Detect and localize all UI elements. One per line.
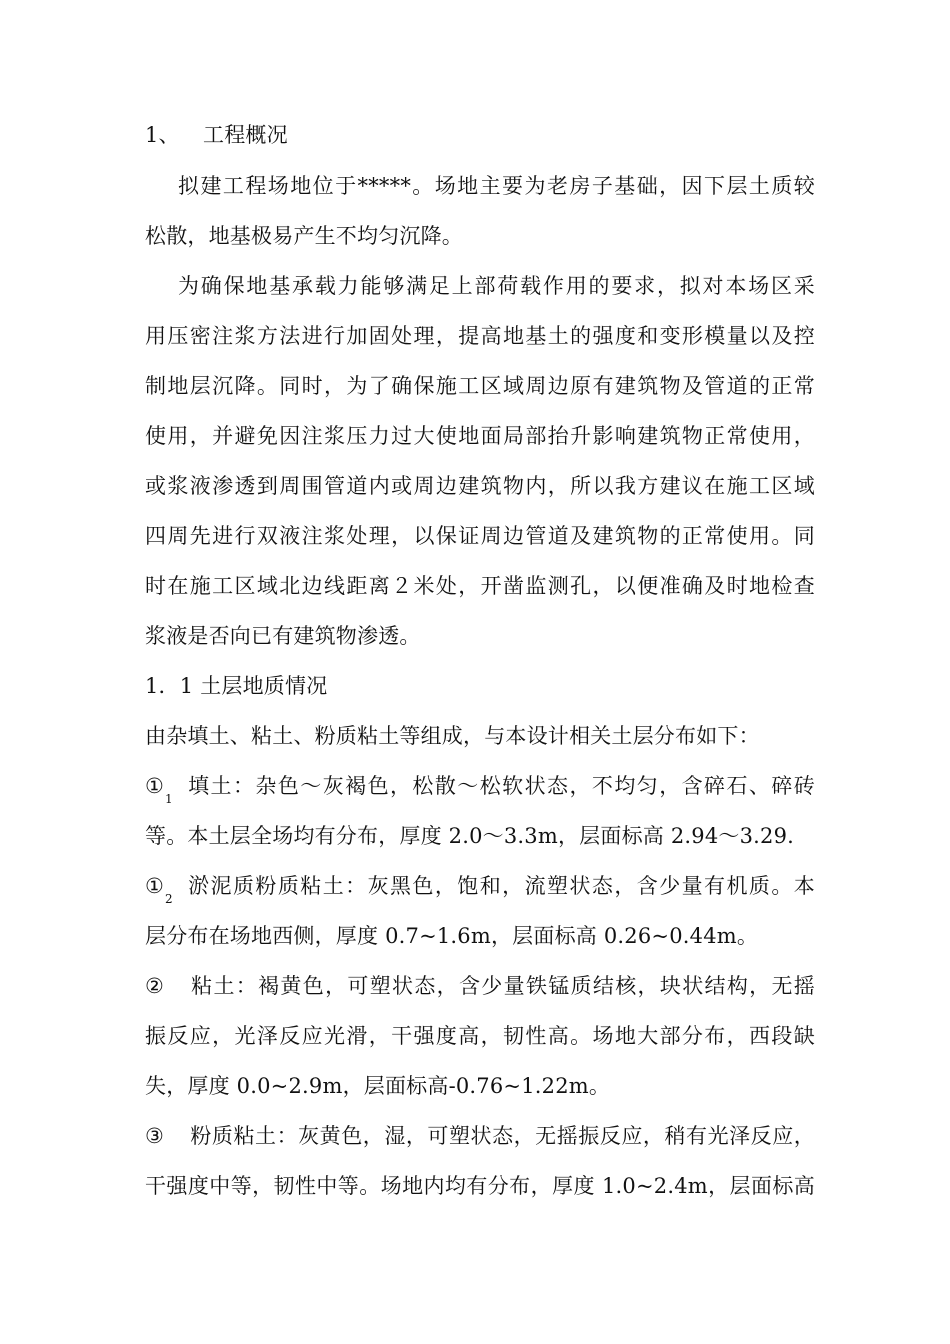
soil-layer-1-1 [145, 772, 815, 806]
soil-layer-text: 层分布在场地西侧，厚度 0.7~1.6m，层面标高 0.26~0.44m。 [145, 924, 759, 948]
soil-intro: 由杂填土、粘土、粉质粘土等组成，与本设计相关土层分布如下： [145, 724, 760, 748]
paragraph-line: 松散，地基极易产生不均匀沉降。 [145, 224, 463, 248]
soil-layer-text: 填土：杂色～灰褐色，松散～松软状态，不均匀，含碎石、碎砖 [186, 774, 815, 798]
section-number: 1、 [145, 123, 180, 147]
section-heading [145, 121, 815, 149]
paragraph-line: 为确保地基承载力能够满足上部荷载作用的要求，拟对本场区采 [178, 274, 815, 298]
soil-layer-text: 振反应，光泽反应光滑，干强度高，韧性高。场地大部分布，西段缺 [145, 1024, 815, 1048]
paragraph-line: 时在施工区域北边线距离２米处，开凿监测孔，以便准确及时地检查 [145, 574, 815, 598]
layer-marker: ① [145, 774, 165, 798]
layer-marker-sub: 1 [165, 792, 173, 806]
paragraph-line: 四周先进行双液注浆处理，以保证周边管道及建筑物的正常使用。同 [145, 524, 815, 548]
soil-layer-text: 等。本土层全场均有分布，厚度 2.0～3.3m，层面标高 2.94～3.29. [145, 824, 795, 848]
layer-marker: ③ [145, 1124, 165, 1148]
layer-marker: ① [145, 874, 165, 898]
subsection-heading: 1．1 土层地质情况 [145, 674, 328, 698]
soil-layer-text: 淤泥质粉质粘土：灰黑色，饱和，流塑状态，含少量有机质。本 [186, 874, 815, 898]
soil-layer-text: 粘土：褐黄色，可塑状态，含少量铁锰质结核，块状结构，无摇 [190, 974, 815, 998]
soil-layer-2 [145, 972, 815, 1000]
soil-layer-text: 失，厚度 0.0~2.9m，层面标高-0.76~1.22m。 [145, 1074, 611, 1098]
soil-layer-3 [145, 1122, 815, 1150]
paragraph-line: 使用，并避免因注浆压力过大使地面局部抬升影响建筑物正常使用， [145, 424, 815, 448]
soil-layer-text: 粉质粘土：灰黄色，湿，可塑状态，无摇振反应，稍有光泽反应， [190, 1124, 815, 1148]
paragraph-line: 拟建工程场地位于*****。场地主要为老房子基础，因下层土质较 [178, 174, 815, 198]
soil-layer-text: 干强度中等，韧性中等。场地内均有分布，厚度 1.0~2.4m，层面标高 [145, 1174, 815, 1198]
section-title: 工程概况 [203, 123, 288, 147]
layer-marker-sub: 2 [165, 892, 173, 906]
paragraph-line: 浆液是否向已有建筑物渗透。 [145, 624, 421, 648]
layer-marker: ② [145, 974, 165, 998]
paragraph-line: 用压密注浆方法进行加固处理，提高地基土的强度和变形模量以及控 [145, 324, 815, 348]
paragraph-line: 制地层沉降。同时，为了确保施工区域周边原有建筑物及管道的正常 [145, 374, 815, 398]
paragraph-line: 或浆液渗透到周围管道内或周边建筑物内，所以我方建议在施工区域 [145, 474, 815, 498]
soil-layer-1-2 [145, 872, 815, 906]
